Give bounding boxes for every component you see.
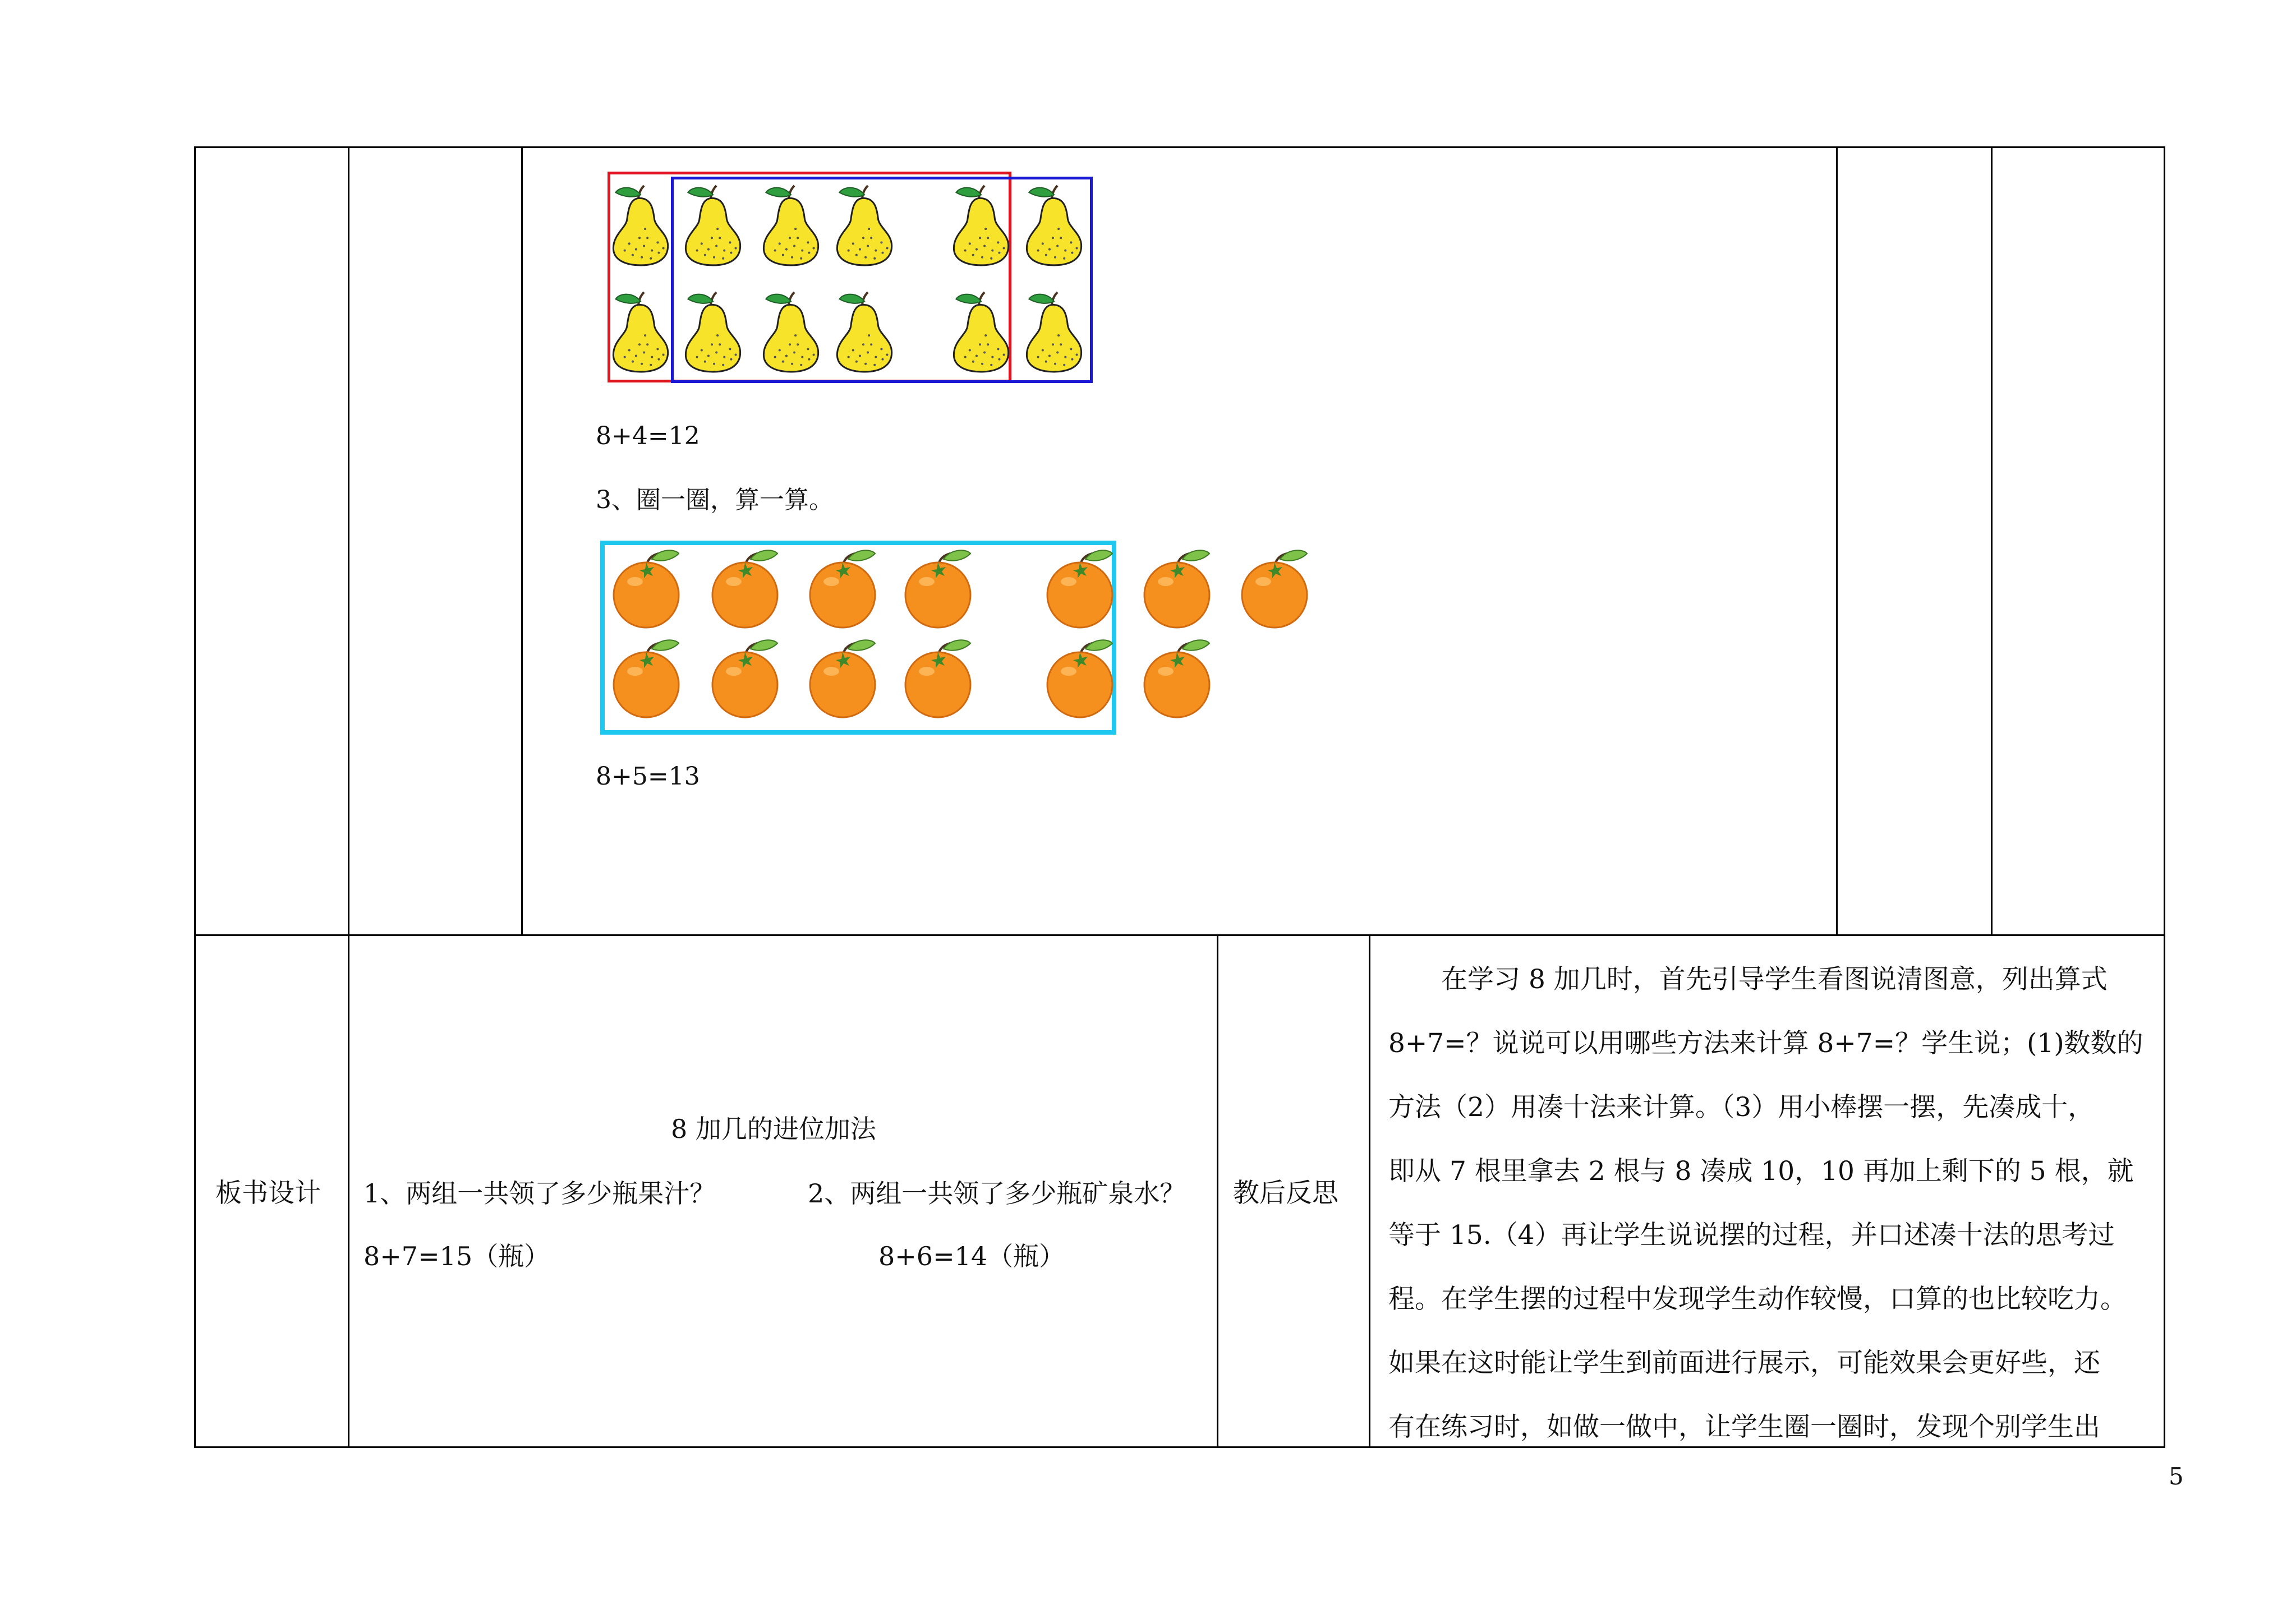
pear-icon [681, 182, 744, 268]
pear-icon [609, 182, 671, 268]
pear-equation: 8+4=12 [596, 422, 700, 450]
reflection-line: 等于 15.（4）再让学生说说摆的过程，并口述凑十法的思考过 [1388, 1220, 2115, 1251]
table-mid-border [194, 934, 2165, 936]
reflection-line: 如果在这时能让学生到前面进行展示，可能效果会更好些，还 [1388, 1348, 2100, 1378]
reflection-line: 程。在学生摆的过程中发现学生动作较慢，口算的也比较吃力。 [1388, 1284, 2127, 1315]
pear-icon [759, 182, 822, 268]
orange-icon [706, 635, 784, 720]
pear-icon [949, 182, 1012, 268]
pear-icon [832, 289, 895, 374]
col-divider-2 [521, 146, 523, 935]
col-divider-1 [348, 146, 349, 1448]
pear-icon [832, 182, 895, 268]
page-number: 5 [2169, 1463, 2184, 1490]
orange-icon [1041, 546, 1119, 630]
orange-icon [803, 546, 882, 630]
pear-icon [1022, 182, 1085, 268]
orange-icon [1138, 635, 1216, 720]
orange-icon [1138, 546, 1216, 630]
reflection-line: 在学习 8 加几时，首先引导学生看图说清图意，列出算式 [1388, 964, 2108, 995]
pear-icon [681, 289, 744, 374]
reflection-label: 教后反思 [1233, 1178, 1338, 1209]
reflection-text [1388, 948, 2171, 1459]
orange-icon [1235, 546, 1314, 630]
table-top-border [194, 146, 2165, 148]
orange-equation: 8+5=13 [596, 762, 700, 791]
pear-icon [949, 289, 1012, 374]
reflection-line: 即从 7 根里拿去 2 根与 8 凑成 10，10 再加上剩下的 5 根，就 [1388, 1156, 2134, 1187]
reflection-line: 8+7=？说说可以用哪些方法来计算 8+7=？学生说；(1)数数的 [1388, 1028, 2143, 1059]
board-question-1: 1、两组一共领了多少瓶果汁？ [364, 1178, 716, 1209]
orange-icon [706, 546, 784, 630]
board-answer-1: 8+7=15（瓶） [364, 1241, 550, 1271]
col-divider-3 [1836, 146, 1838, 935]
orange-icon [1041, 635, 1119, 720]
reflection-line: 方法（2）用凑十法来计算。（3）用小棒摆一摆，先凑成十， [1388, 1092, 2095, 1123]
board-answer-2: 8+6=14（瓶） [878, 1241, 1065, 1271]
col-divider-5 [1217, 934, 1218, 1448]
orange-icon [803, 635, 882, 720]
board-row-label: 板书设计 [215, 1178, 321, 1209]
pear-icon [609, 289, 671, 374]
col-divider-4 [1991, 146, 1993, 935]
pear-icon [1022, 289, 1085, 374]
pear-icon [759, 289, 822, 374]
orange-icon [607, 635, 685, 720]
orange-icon [899, 546, 977, 630]
orange-icon [607, 546, 685, 630]
reflection-line: 有在练习时，如做一做中，让学生圈一圈时，发现个别学生出 [1388, 1412, 2100, 1442]
board-title: 8 加几的进位加法 [671, 1114, 876, 1144]
table-left-border [194, 146, 196, 1448]
col-divider-6 [1369, 934, 1370, 1448]
task3-instruction: 3、圈一圈，算一算。 [596, 486, 834, 514]
board-question-2: 2、两组一共领了多少瓶矿泉水？ [808, 1178, 1186, 1209]
orange-icon [899, 635, 977, 720]
